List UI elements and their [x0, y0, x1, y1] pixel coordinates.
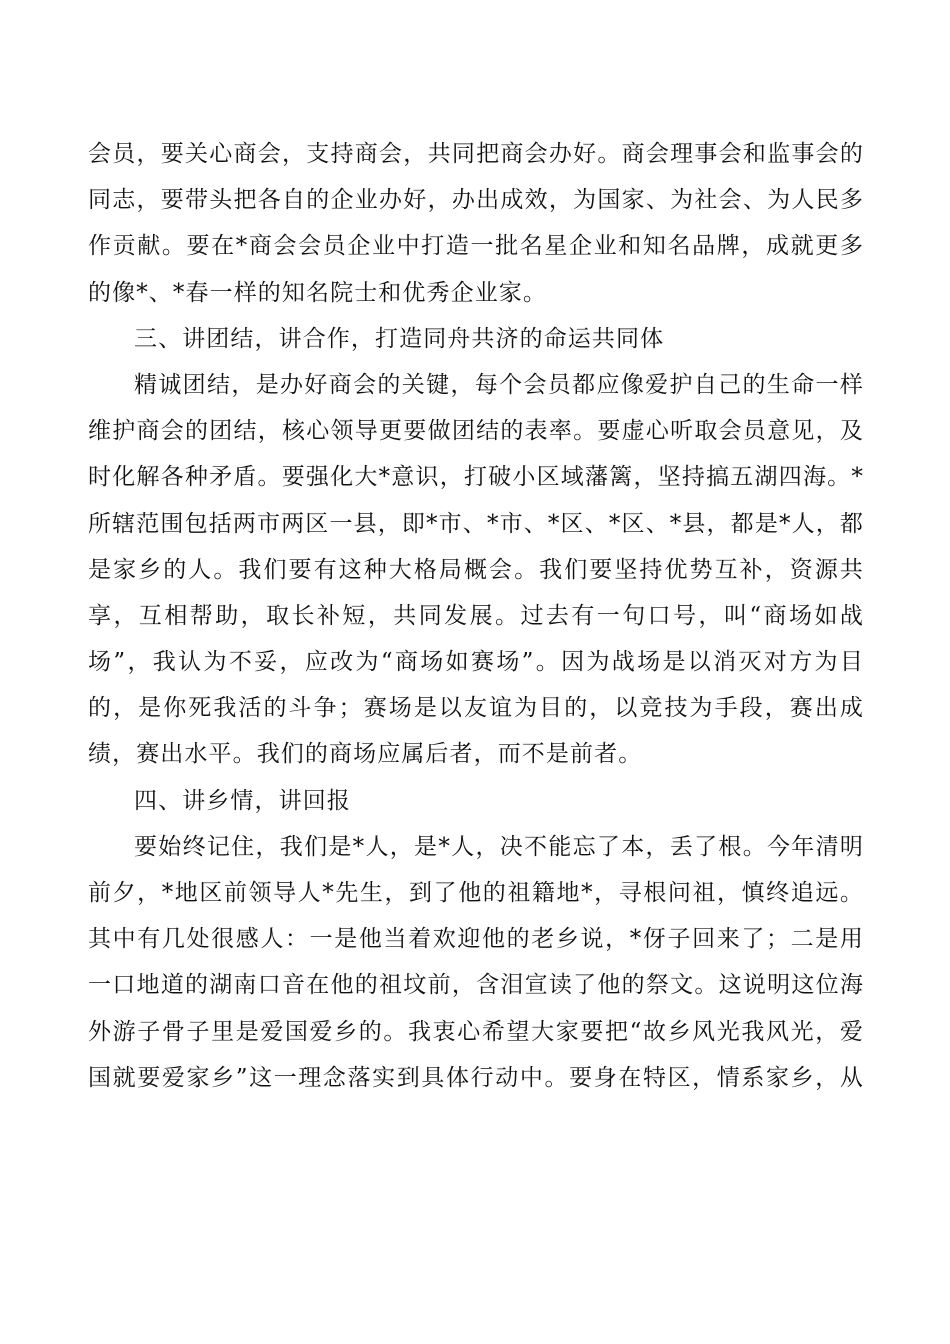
paragraph-line: 作贡献。要在*商会会员企业中打造一批名星企业和知名品牌，成就更多	[88, 233, 864, 260]
document-body	[88, 131, 864, 1101]
paragraph-line: 所辖范围包括两市两区一县，即*市、*市、*区、*区、*县，都是*人，都	[88, 510, 864, 537]
paragraph-line: 其中有几处很感人：一是他当着欢迎他的老乡说，*伢子回来了；二是用	[88, 926, 864, 953]
paragraph-line: 国就要爱家乡”这一理念落实到具体行动中。要身在特区，情系家乡，从	[88, 1064, 864, 1091]
paragraph-line: 时化解各种矛盾。要强化大*意识，打破小区域藩篱，坚持搞五湖四海。*	[88, 464, 864, 491]
paragraph-line: 的像*、*春一样的知名院士和优秀企业家。	[88, 279, 547, 306]
paragraph-line: 精诚团结，是办好商会的关键，每个会员都应像爱护自己的生命一样	[134, 371, 864, 398]
paragraph-line: 前夕，*地区前领导人*先生，到了他的祖籍地*，寻根问祖，慎终追远。	[88, 880, 864, 906]
paragraph-line: 是家乡的人。我们要有这种大格局概会。我们要坚持优势互补，资源共	[88, 556, 864, 583]
paragraph-line: 一口地道的湖南口音在他的祖坟前，含泪宣读了他的祭文。这说明这位海	[88, 972, 864, 999]
paragraph-line: 要始终记住，我们是*人，是*人，决不能忘了本，丢了根。今年清明	[134, 833, 864, 860]
paragraph-line: 会员，要关心商会，支持商会，共同把商会办好。商会理事会和监事会的	[88, 141, 864, 167]
paragraph-line: 场”，我认为不妥，应改为“商场如赛场”。因为战场是以消灭对方为目	[88, 649, 864, 676]
paragraph-line: 享，互相帮助，取长补短，共同发展。过去有一句口号，叫“商场如战	[88, 602, 864, 629]
paragraph-line: 的，是你死我活的斗争；赛场是以友谊为目的，以竞技为手段，赛出成	[88, 695, 864, 722]
paragraph-line: 同志，要带头把各自的企业办好，办出成效，为国家、为社会、为人民多	[88, 187, 864, 214]
paragraph-line: 维护商会的团结，核心领导更要做团结的表率。要虚心听取会员意见，及	[88, 418, 864, 445]
paragraph-line: 绩，赛出水平。我们的商场应属后者，而不是前者。	[88, 741, 643, 768]
section-heading: 三、讲团结，讲合作，打造同舟共济的命运共同体	[134, 325, 665, 352]
paragraph-line: 外游子骨子里是爱国爱乡的。我衷心希望大家要把“故乡风光我风光，爱	[88, 1018, 864, 1045]
section-heading: 四、讲乡情，讲回报	[134, 787, 351, 814]
